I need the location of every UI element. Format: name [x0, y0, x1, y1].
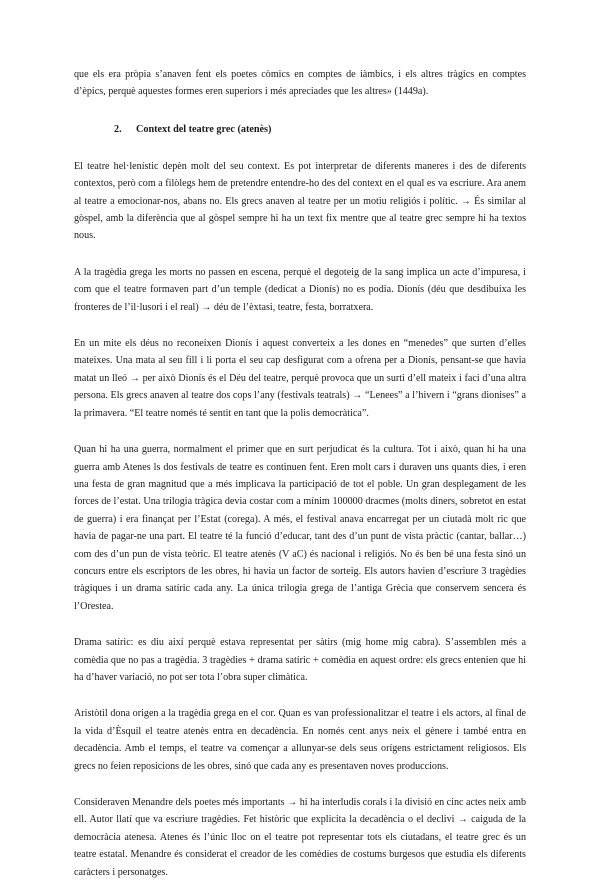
section-title: Context del teatre grec (atenès): [136, 123, 272, 135]
intro-paragraph: que els era pròpia s’anaven fent els poetes còmics en comptes de iàmbics, i els altres tràgics en comptes d’èpics, perquè aquestes formes eren superiors i més apreciades que les altres» (1449a).: [74, 69, 526, 98]
section-number: 2.: [114, 123, 122, 135]
paragraph-tragedy-deaths: A la tragèdia grega les morts no passen en escena, perquè el degoteig de la sang implica un acte d’impuresa, i com que el teatre formaven part d’un temple (dedicat a Dionís) no es podia. Dionís (déu que desdibuixa les fronteres de l’il·lusori i el real) → déu de l’èxtasi, teatre, festa, borratxera.: [74, 266, 526, 313]
paragraph-aristotle: Aristòtil dona origen a la tragèdia grega en el cor. Quan es van professionalitzar el teatre i els actors, al final de la vida d’Èsquil el teatre atenès entra en decadència. En només cent anys neix el gènere i també entra en decadència. Amb el temps, el teatre va començar a allunyar-se dels seus orígens estrictament religiosos. Els grecs no feien reposicions de les obres, sinó que cada any es presentaven noves produccions.: [74, 708, 526, 772]
paragraph-war-festivals: Quan hi ha una guerra, normalment el primer que en surt perjudicat és la cultura. Tot i això, quan hi ha una guerra amb Atenes ls dos festivals de teatre es continuen fent. Eren molt cars i duraven uns quants dies, i eren una festa de gran magnitud que a més implicava la participació de tot el poble. Un gran desplegament de les forces de l’estat. Una trilogia tràgica devia costar com a mínim 100000 dracmes (molts diners, sobretot en estat de guerra) i era finançat per l’Estat (corega). A més, el festival anava encarregat per un ciutadà molt ric que havia de pagar-ne una part. El teatre té la funció d’educar, tant des d’un punt de vista pràctic (cantar, ballar…) com des d’un pun de vista teòric. El teatre atenès (V aC) és nacional i religiós. No és ben bé una festa sinó un concurs entre els escriptors de les obres, hi havia un factor de sorteig. Els autors havien d’escriure 3 tragèdies tràgiques i un drama satíric cada any. La única trilogia grega de l’antiga Grècia que conservem sencera és l’Orestea.: [74, 444, 526, 612]
section-heading: [74, 123, 526, 136]
paragraph-satyr-drama: Drama satíric: es diu així perquè estava representat per sàtirs (mig home mig cabra). S’assemblen més a comèdia que no pas a tragèdia. 3 tragèdies + drama satíric + comèdia en aquest ordre: els grecs entenien que hi ha d’haver variació, no pot ser tota l’obra super climàtica.: [74, 637, 526, 683]
paragraph-menander: Consideraven Menandre dels poetes més importants → hi ha interludis corals i la divisió en cinc actes neix amb ell. Autor llatí que va escriure tragèdies. Fet històric que explicita la decadència o el declivi → caiguda de la democràcia atenesa. Atenes és l’únic lloc on el teatre pot representar tots els ciutadans, el teatre grec és un teatre estatal. Menandre és considerat el creador de les comèdies de costums burgesos que estudia els diferents caràcters i personatges.: [74, 797, 526, 878]
paragraph-dionysus-myth: En un mite els déus no reconeixen Dionís i aquest converteix a les dones en “menedes” que surten d’elles mateixes. Una mata al seu fill i li porta el seu cap desfigurat com a ofrena per a Dionís, pensant-se que havia matat un lleó → per això Dionís és el Déu del teatre, perquè provoca que un surti d’ell mateix i faci d’una altra persona. Els grecs anaven al teatre dos cops l’any (festivals teatrals) → “Lenees” a l’hivern i “grans dionises” a la primavera. “El teatre només té sentit en tant que la polis democràtica”.: [74, 338, 526, 419]
paragraph-context: El teatre hel·lenístic depèn molt del seu context. Es pot interpretar de diferents maneres i des de diferents contextos, però com a filòlegs hem de pretendre entendre-ho des del context en el qual es va escriure. Ara anem al teatre a emocionar-nos, abans no. Els grecs anaven al teatre per un motiu religiós i polític. → És similar al gòspel, amb la diferència que al gòspel sempre hi ha un text fix mentre que al teatre grec sempre hi ha textos nous.: [74, 160, 526, 242]
